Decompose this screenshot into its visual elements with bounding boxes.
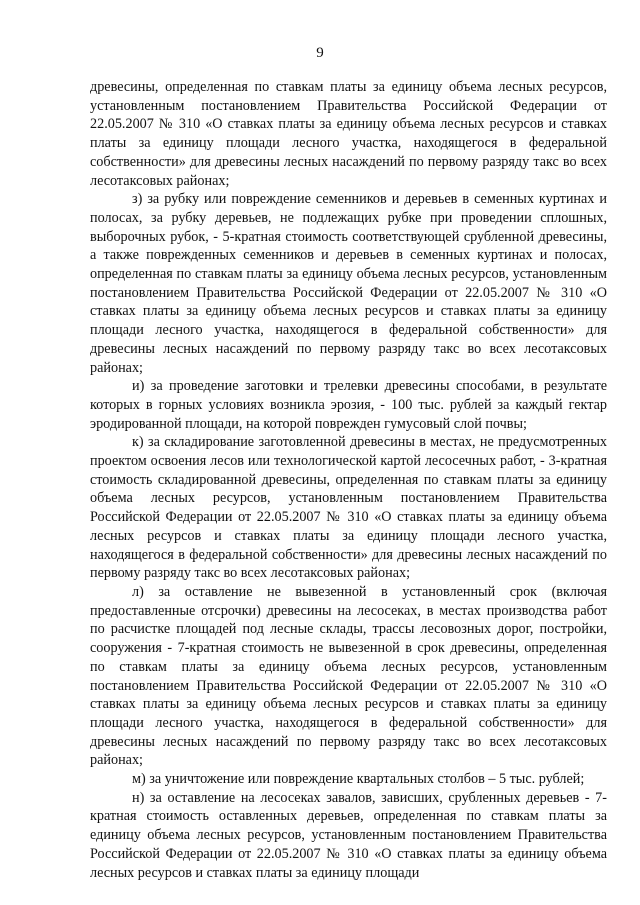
paragraph-item-l: л) за оставление не вывезенной в установленный срок (включая предоставленные отсрочки) древесины на лесосеках, в местах производства работ по расчистке площадей под лесные склады, трассы лесовозных дорог, постройки, сооружения - 7-кратная стоимость не вывезенной в срок древесины, определенная по ставкам платы за единицу объема лесных ресурсов, установленным постановлением Правительства Российской Федерации от 22.05.2007 № 310 «О ставках платы за единицу объема лесных ресурсов и ставках платы за единицу площади лесного участка, находящегося в федеральной собственности» для древесины лесных насаждений по первому разряду такс во всех лесотаксовых районах;	[90, 583, 607, 769]
document-body	[90, 78, 607, 882]
paragraph-item-m: м) за уничтожение или повреждение квартальных столбов – 5 тыс. рублей;	[132, 771, 585, 788]
paragraph-item-z: з) за рубку или повреждение семенников и деревьев в семенных куртинах и полосах, за рубку деревьев, не подлежащих рубке при проведении сплошных, выборочных рубок, - 5-кратная стоимость соответствующей срубленной древесины, а также поврежденных семенников и деревьев в семенных куртинах и полосах, определенная по ставкам платы за единицу объема лесных ресурсов, установленным постановлением Правительства Российской Федерации от 22.05.2007 № 310 «О ставках платы за единицу объема лесных ресурсов и ставках платы за единицу площади лесного участка, находящегося в федеральной собственности» для древесины лесных насаждений по первому разряду такс во всех лесотаксовых районах;	[90, 191, 607, 376]
page-number: 9	[316, 45, 324, 61]
paragraph-item-n: н) за оставление на лесосеках завалов, зависших, срубленных деревьев - 7-кратная стоимость оставленных деревьев, определенная по ставкам платы за единицу объема лесных ресурсов, установленным постановлением Правительства Российской Федерации от 22.05.2007 № 310 «О ставках платы за единицу объема лесных ресурсов и ставках платы за единицу площади	[90, 789, 607, 881]
paragraph-item-i: и) за проведение заготовки и трелевки древесины способами, в результате которых в горных условиях возникла эрозия, - 100 тыс. рублей за каждый гектар эродированной площади, на которой поврежден гумусовый слой почвы;	[90, 378, 607, 432]
paragraph-continuation: древесины, определенная по ставкам платы за единицу объема лесных ресурсов, установленным постановлением Правительства Российской Федерации от 22.05.2007 № 310 «О ставках платы за единицу объема лесных ресурсов и ставках платы за единицу площади лесного участка, находящегося в федеральной собственности» для древесины лесных насаждений по первому разряду такс во всех лесотаксовых районах;	[90, 79, 607, 189]
paragraph-item-k: к) за складирование заготовленной древесины в местах, не предусмотренных проектом освоения лесов или технологической картой лесосечных работ, - 3-кратная стоимость складированной древесины, определенная по ставкам платы за единицу объема лесных ресурсов, установленным постановлением Правительства Российской Федерации от 22.05.2007 № 310 «О ставках платы за единицу объема лесных ресурсов и ставках платы за единицу площади лесного участка, находящегося в федеральной собственности» для древесины лесных насаждений по первому разряду такс во всех лесотаксовых районах;	[90, 434, 607, 582]
